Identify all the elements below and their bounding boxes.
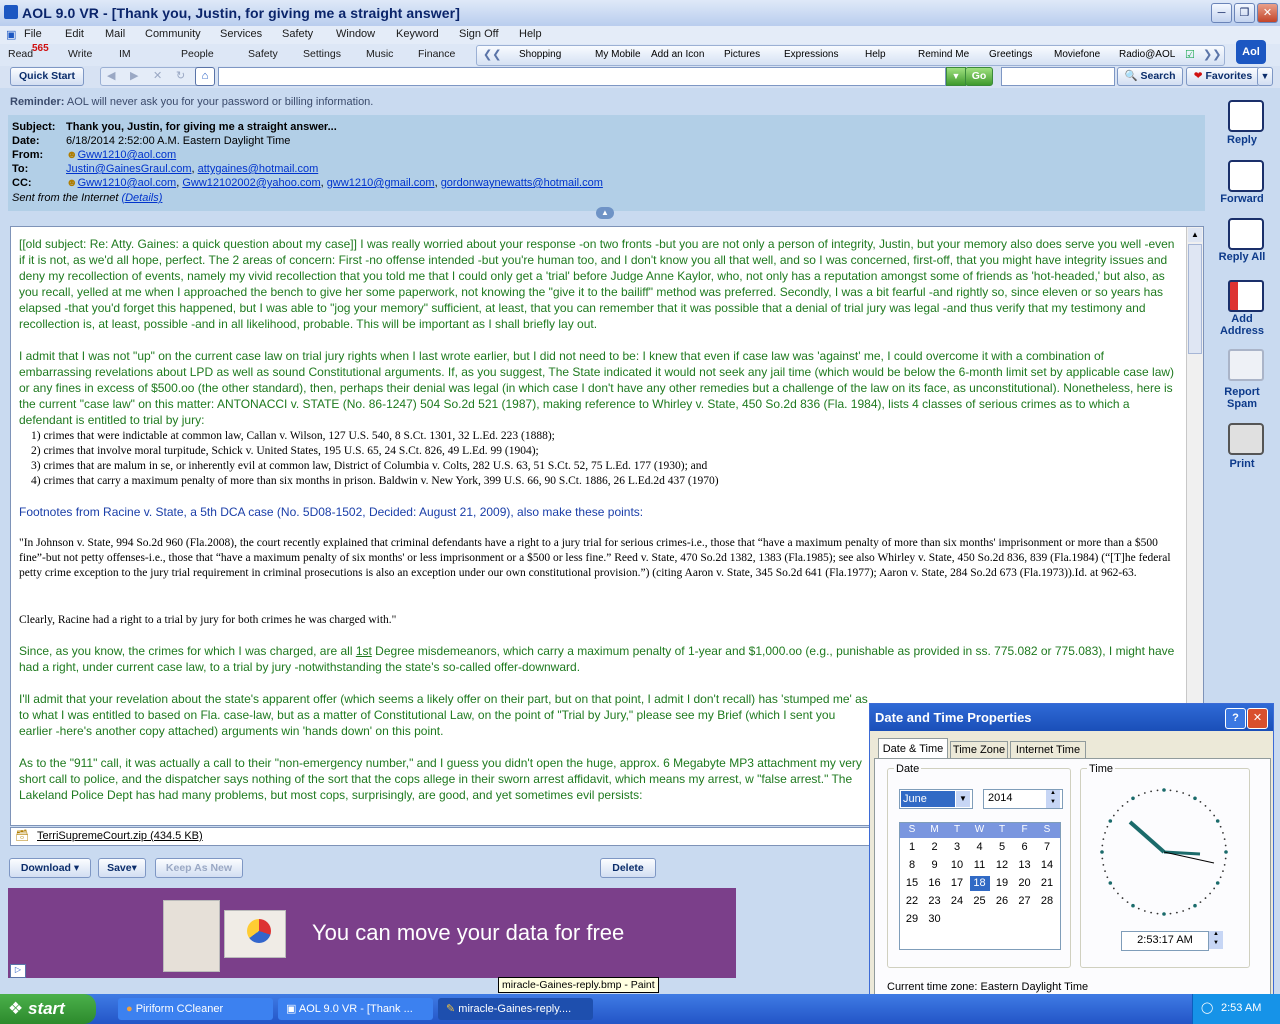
calendar-day[interactable]: 28 [1040, 895, 1054, 907]
cc-link-2[interactable]: Gww12102002@yahoo.com [182, 177, 321, 189]
address-row [0, 66, 1280, 88]
nav-remind-me[interactable]: Remind Me [918, 49, 970, 60]
printer-icon[interactable] [1228, 423, 1264, 455]
clock-tick [1216, 819, 1220, 823]
calendar-day[interactable]: 16 [928, 877, 941, 889]
cc-link-4[interactable]: gordonwaynewatts@hotmail.com [440, 177, 603, 189]
ad-banner[interactable] [8, 888, 736, 978]
menu-sign-off[interactable]: Sign Off [459, 28, 499, 40]
delete-button[interactable]: Delete [600, 858, 656, 878]
weekday-label: M [930, 824, 939, 835]
quick-start-button[interactable]: Quick Start [10, 67, 84, 86]
clock-tick [1205, 897, 1207, 899]
from-label: From: [12, 149, 44, 161]
cc-label: CC: [12, 177, 32, 189]
aol-logo: Aol [1236, 40, 1266, 64]
stop-icon[interactable]: ✕ [153, 70, 163, 82]
time-group-label: Time [1089, 763, 1114, 775]
weekday-label: W [974, 824, 985, 835]
start-label: start [27, 999, 65, 1018]
clock-tick [1162, 788, 1166, 792]
clock-tick [1162, 912, 1166, 916]
task-label: AOL 9.0 VR - [Thank ... [298, 1003, 413, 1015]
clock-tick [1225, 858, 1227, 860]
system-tray [1192, 994, 1280, 1024]
date-label: Date: [12, 135, 40, 147]
clock-tick [1220, 826, 1222, 828]
back-icon[interactable]: ◀ [107, 70, 116, 82]
clock-tick [1209, 810, 1211, 812]
toolbar-people[interactable]: People [181, 48, 214, 60]
calendar-day[interactable]: 30 [928, 913, 941, 925]
cc-link-1[interactable]: Gww1210@aol.com [77, 177, 177, 189]
save-button[interactable]: Save▾ [98, 858, 146, 878]
clock-tick [1170, 913, 1172, 915]
add-address-button[interactable]: Add Address [1219, 313, 1265, 337]
list-item: 3) crimes that are malum in se, or inherently evil at common law, District of Columbia v. Colts, 282 U.S. 63, 51 S.Ct. 52, 75 L.Ed. 177 (1930); and [31, 460, 708, 472]
calendar-day[interactable]: 22 [905, 895, 919, 907]
body-paragraph-4: I'll admit that your revelation about the state's apparent offer (which seems a likely offer on their part, but on that point, I admit I don't recall) has 'stumped me' as to what I was entitled to based on Fla. case-law, but as a matter of Constitutional Law, on the point of "Trial by Jury," please see my Brief (which I sent you earlier -here's another copy attached) arguments win 'hands down' on this point. [19, 692, 868, 738]
forward-button[interactable]: Forward [1220, 193, 1264, 205]
calendar-day[interactable]: 25 [973, 895, 986, 907]
quote-paragraph-1: "In Johnson v. State, 994 So.2d 960 (Fla.2008), the court recently explained that criminal defendants have a right to a jury trial for serious crimes-i.e., those that “have a maximum penalty of more than six months' imprisonment or more than a $500 fine”-but not petty offenses-i.e., those that “have a maximum penalty of six months' or less imprisonment or a $500 or less fine.” Reed v. State, 470 So.2d 1382, 1383 (Fla.1985); see also Whirley v. State, 450 So.2d 836, 839 (Fla.1984) (“[T]he federal petty crime exception to the jury trial requirement in criminal prosecutions is also an exception under our own constitutional provision.”) (citing Aaron v. State, 345 So.2d 641 (Fla.1977); Aaron v. State, 284 So.2d 673 (Fla.1973)).Id. at 962-63. [19, 537, 1171, 579]
clock-tick [1144, 792, 1146, 794]
p3-text-a: Since, as you know, the crimes for which I was charged, are all [19, 644, 356, 658]
clock-tick [1117, 810, 1119, 812]
clock-tick [1104, 832, 1106, 834]
year-up-icon[interactable]: ▲ [1046, 790, 1060, 799]
maximize-button[interactable]: ❐ [1234, 3, 1255, 23]
help-icon[interactable]: ? [1225, 708, 1246, 729]
reminder-text: AOL will never ask you for your password or billing information. [66, 96, 374, 108]
weekday-label: T [998, 824, 1006, 835]
time-up-icon[interactable]: ▲ [1209, 931, 1223, 940]
nav-expressions[interactable]: Expressions [784, 49, 839, 60]
go-button[interactable]: Go [965, 67, 993, 86]
year-stepper[interactable] [983, 789, 1063, 809]
nav-help[interactable]: Help [865, 49, 886, 60]
contact-icon: ☻ [66, 177, 78, 189]
forward-icon[interactable] [1228, 160, 1264, 192]
task-label: Piriform CCleaner [135, 1003, 224, 1015]
weekday-label: S [1043, 824, 1051, 835]
tray-icon[interactable]: ◯ [1201, 1002, 1214, 1014]
calendar-day[interactable]: 18 [970, 876, 990, 891]
clock-tick [1101, 858, 1103, 860]
to-link-2[interactable]: attygaines@hotmail.com [197, 163, 319, 175]
paint-icon: ✎ [446, 1003, 456, 1015]
clock-tick [1138, 908, 1140, 910]
read-badge: 565 [32, 43, 49, 54]
refresh-icon[interactable]: ↻ [176, 70, 186, 82]
p3-underline: 1st [355, 644, 372, 658]
weekday-row [900, 823, 1060, 838]
clock-tick [1222, 832, 1224, 834]
nav-moviefone[interactable]: Moviefone [1054, 49, 1101, 60]
toolbar-settings[interactable]: Settings [303, 48, 341, 60]
clock-tick [1224, 864, 1226, 866]
clock-tick [1102, 864, 1104, 866]
menu-safety[interactable]: Safety [282, 28, 314, 40]
reminder-label: Reminder: [10, 96, 65, 108]
clock: 2:53 AM [1221, 1002, 1262, 1014]
menu-community[interactable]: Community [145, 28, 201, 40]
calendar-grid [899, 822, 1061, 950]
clock-tick [1193, 797, 1197, 801]
clock-tick [1150, 790, 1152, 792]
chevron-down-icon[interactable]: ▼ [956, 791, 970, 807]
clock-tick [1176, 790, 1178, 792]
dialog-title: Date and Time Properties [875, 710, 1032, 725]
month-select[interactable] [899, 789, 973, 809]
ad-choices-icon[interactable]: ▷ [10, 964, 26, 978]
date-time-dialog [869, 703, 1274, 1000]
home-icon[interactable]: ⌂ [195, 67, 215, 86]
calendar-day[interactable]: 10 [950, 859, 964, 871]
menu-bar [0, 26, 1280, 44]
date-value: 6/18/2014 2:52:00 A.M. Eastern Daylight Time [66, 135, 291, 147]
search-button-label: Search [1140, 70, 1176, 82]
clock-tick [1188, 794, 1190, 796]
report-spam-icon[interactable] [1228, 349, 1264, 381]
computer-tower-image [163, 900, 220, 972]
clock-tick [1224, 850, 1228, 854]
date-group-label: Date [896, 763, 920, 775]
aol-icon: ▣ [286, 1003, 297, 1015]
calendar-day[interactable]: 1 [908, 841, 916, 853]
clock-tick [1122, 897, 1124, 899]
calendar-day[interactable]: 9 [931, 859, 938, 871]
toolbar-write[interactable]: Write [68, 48, 93, 60]
calendar-day[interactable]: 23 [928, 895, 941, 907]
search-input[interactable] [1001, 67, 1115, 86]
task-ccleaner[interactable] [118, 998, 273, 1020]
calendar-day[interactable]: 29 [905, 913, 919, 925]
to-link-1[interactable]: Justin@GainesGraul.com [66, 163, 192, 175]
clock-tick [1224, 838, 1226, 840]
month-value: June [901, 791, 955, 807]
nav-radio[interactable]: Radio@AOL [1119, 49, 1176, 60]
task-paint[interactable] [438, 998, 593, 1020]
nav-strip [476, 45, 1225, 66]
print-button[interactable]: Print [1229, 458, 1255, 470]
toolbar-finance[interactable]: Finance [418, 48, 456, 60]
year-down-icon[interactable]: ▼ [1046, 799, 1060, 808]
clock-tick [1100, 850, 1104, 854]
body-paragraph-2: I admit that I was not "up" on the current case law on trial jury rights when I last wrote earlier, but I did not need to be: I knew that even if case law was 'against' me, I could overcome it with a combination of embarrassing revelations about LPD as well as sound Constitutional arguments. If, as you suggest, The State indicated it would not seek any jail time (which would be below the 6-month limit set by applicable case law) or any fines in excess of $500.oo (the other standard), then, perhaps their denial was legal (in which case I don't have any other remedies but a challenge of the law on its face, as unconstitutional). Nonetheless, here is the current "case law" on this matter: ANTONACCI v. STATE (No. 86-1247) 504 So.2d 521 (1987), making reference to Whirley v. State, 450 So.2d 836 (Fla. 1984), lists 4 classes of serious crimes as to which a defendant is entitled to trial by jury: [19, 349, 1175, 427]
tab-internet-time[interactable]: Internet Time [1010, 741, 1086, 760]
check-icon[interactable]: ☑ [1185, 49, 1195, 61]
window-title: AOL 9.0 VR - [Thank you, Justin, for giving me a straight answer] [22, 5, 460, 21]
close-button[interactable]: ✕ [1257, 3, 1278, 23]
clock-tick [1188, 908, 1190, 910]
reply-button[interactable]: Reply [1227, 134, 1257, 146]
calendar-day[interactable]: 14 [1040, 859, 1054, 871]
clock-tick [1193, 904, 1197, 908]
nav-shopping[interactable]: Shopping [519, 49, 562, 60]
clock-tick [1106, 826, 1108, 828]
task-aol[interactable] [278, 998, 433, 1020]
task-label: miracle-Gaines-reply.... [458, 1003, 572, 1015]
list-item: 2) crimes that involve moral turpitude, Schick v. United States, 195 U.S. 65, 24 S.Ct. 826, 49 L.Ed. 99 (1904); [31, 445, 539, 457]
nav-add-icon[interactable]: Add an Icon [651, 49, 705, 60]
clock-tick [1144, 910, 1146, 912]
clock-tick [1200, 801, 1202, 803]
pie-chart-icon [247, 919, 271, 943]
contact-icon: ☻ [66, 149, 78, 161]
subject-label: Subject: [12, 121, 56, 133]
address-dropdown-icon[interactable]: ▼ [946, 67, 966, 86]
hour-hand [1130, 822, 1164, 852]
attachment-bar [10, 827, 872, 846]
body-paragraph-5: As to the "911" call, it was actually a call to their "non-emergency number," and I guess you didn't open the huge, approx. 6 Megabyte MP3 attachment my very short call to police, and the dispatcher says nothing of the sort that the cops allege in their sworn arrest affidavit, which means my arrest, w "false arrest." The Lakeland Police Dept has had many problems, but most cops, surprisingly, are good, and yet sometimes evil persists: [19, 756, 862, 802]
nav-greetings[interactable]: Greetings [989, 49, 1033, 60]
sent-from-text: Sent from the Internet [12, 192, 119, 204]
windows-logo-icon: ❖ [8, 999, 24, 1018]
clock-tick [1225, 845, 1227, 847]
clock-tick [1205, 805, 1207, 807]
reply-all-icon[interactable] [1228, 218, 1264, 250]
time-input[interactable] [1121, 931, 1209, 951]
clock-tick [1106, 876, 1108, 878]
aol-app-icon [4, 5, 18, 19]
favorites-dropdown-icon[interactable]: ▼ [1257, 67, 1273, 86]
calendar-day[interactable]: 2 [931, 841, 938, 853]
clock-tick [1122, 805, 1124, 807]
reply-icon[interactable] [1228, 100, 1264, 132]
day-grid [900, 840, 1060, 948]
address-input[interactable] [218, 67, 946, 86]
search-button[interactable] [1117, 67, 1183, 86]
clock-tick [1182, 792, 1184, 794]
clock-tick [1127, 801, 1129, 803]
forward-icon[interactable]: ▶ [130, 70, 139, 82]
timezone-text: Current time zone: Eastern Daylight Time [887, 981, 1089, 993]
clock-tick [1131, 904, 1135, 908]
quote-paragraph-2: Clearly, Racine had a right to a trial by jury for both crimes he was charged with." [19, 614, 397, 626]
calendar-day[interactable]: 26 [995, 895, 1009, 907]
menu-mail[interactable]: Mail [105, 28, 126, 40]
details-link[interactable]: (Details) [121, 192, 163, 204]
calendar-day[interactable]: 15 [905, 877, 919, 889]
year-value: 2014 [988, 792, 1013, 804]
calendar-day[interactable]: 17 [950, 877, 964, 889]
toolbar-im[interactable]: IM [119, 48, 131, 60]
clock-tick [1101, 845, 1103, 847]
subject-value: Thank you, Justin, for giving me a straight answer... [66, 121, 337, 133]
clock-tick [1176, 912, 1178, 914]
calendar-day[interactable]: 20 [1018, 877, 1031, 889]
menu-keyword[interactable]: Keyword [396, 28, 439, 40]
calendar-day[interactable]: 11 [973, 859, 986, 871]
clock-tick [1220, 876, 1222, 878]
menu-window[interactable]: Window [336, 28, 376, 40]
minimize-button[interactable]: ─ [1211, 3, 1232, 23]
calendar-day[interactable]: 27 [1018, 895, 1031, 907]
calendar-day[interactable]: 13 [1018, 859, 1031, 871]
title-bar [0, 0, 1280, 27]
address-book-icon[interactable] [1228, 280, 1264, 312]
calendar-day[interactable]: 21 [1040, 877, 1054, 889]
nav-pictures[interactable]: Pictures [724, 49, 761, 60]
time-value: 2:53:17 AM [1137, 934, 1193, 946]
calendar-day[interactable]: 4 [976, 841, 983, 853]
list-item: 1) crimes that were indictable at common law, Callan v. Wilson, 127 U.S. 540, 8 S.Ct. 1301, 32 L.Ed. 223 (1888); [31, 430, 555, 442]
list-item: 4) crimes that carry a maximum penalty of more than six months in prison. Baldwin v. New York, 399 U.S. 66, 90 S.Ct. 1886, 26 L.Ed.2d 437 (1970) [31, 475, 719, 487]
tab-date-time[interactable]: Date & Time [878, 738, 948, 759]
clock-tick [1117, 893, 1119, 895]
reminder [10, 96, 373, 108]
footnotes-heading: Footnotes from Racine v. State, a 5th DCA case (No. 5D08-1502, Decided: August 21, 2009), also make these points: [19, 505, 644, 519]
clock-tick [1170, 789, 1172, 791]
body-paragraph-1: [[old subject: Re: Atty. Gaines: a quick question about my case]] I was really worried about your response -on two fronts -but you are not only a person of integrity, Justin, but your memory also does serve you well -even if it is not, as we'd all hope, perfect. The 2 areas of concern: First -no offense intended -but you're human too, and I don't know you all that well, and so I was concerned, first-off, that you might have integrity issues and deny my recollection of events, namely my vivid recollection that you told me that I could only get a 'trial' before Judge Anne Kaylor, who, not only has a reputation amongst some of friends as 'hot-headed,' but also, as you recall, yelled at me when I approached the bench to give her some paperwork, not knowing the "give it to the bailiff" method was preferred. Secondly, I was a bit fearful -and rightly so, since eleven or so years has elapsed -that you'd forget this happened, but I was able to "jog your memory" sufficient, at least, that you can remember that it was possible that a denial of trial jury was legal -and thus verify that my testimony and recollection is, at least, possible -and in all likelihood, probable. This will be important as I shall briefly lay out. [19, 237, 1175, 331]
clock-tick [1213, 888, 1215, 890]
clock-tick [1157, 789, 1159, 791]
clock-tick [1109, 881, 1113, 885]
scroll-up-icon[interactable]: ▲ [1188, 228, 1202, 242]
scroll-thumb[interactable] [1188, 244, 1202, 354]
calendar-day[interactable]: 19 [995, 877, 1009, 889]
clock-tick [1200, 901, 1202, 903]
clock-tick [1150, 912, 1152, 914]
toolbar-music[interactable]: Music [366, 48, 394, 60]
taskbar [0, 994, 1280, 1024]
message-header: Subject: Thank you, Justin, for giving me a straight answer... Date: 6/18/2014 2:52:00 A.M. Eastern Daylight Time From: ☻Gww1210@aol.com To: Justin@GainesGraul.com, attygaines@hotmail.com CC: ☻Gww1210@aol.com, Gww12102002@yahoo.com, gww1210@gmail.com, gordonwaynewatts@hotmail.com Sent from the Internet (Details) [8, 115, 1205, 211]
clock-tick [1216, 881, 1220, 885]
analog-clock-icon [1098, 786, 1230, 918]
clock-tick [1131, 797, 1135, 801]
toolbar-read[interactable]: Read [8, 48, 34, 60]
clock-tick [1182, 910, 1184, 912]
body-paragraph-3 [19, 643, 1179, 675]
tab-time-zone[interactable]: Time Zone [950, 741, 1008, 760]
to-label: To: [12, 163, 29, 175]
favorites-button-label: Favorites [1205, 70, 1253, 82]
clock-tick [1209, 893, 1211, 895]
attachment-link[interactable]: TerriSupremeCourt.zip (434.5 KB) [37, 830, 203, 842]
scroll-right-icon[interactable]: ❯❯ [1203, 49, 1222, 61]
menu-services[interactable]: Services [220, 28, 263, 40]
reply-all-button[interactable]: Reply All [1218, 251, 1266, 263]
menu-help[interactable]: Help [519, 28, 542, 40]
clock-tick [1109, 819, 1113, 823]
toolbar-safety[interactable]: Safety [248, 48, 278, 60]
favorites-button[interactable] [1186, 67, 1260, 86]
weekday-label: T [953, 824, 961, 835]
weekday-label: S [908, 824, 916, 835]
clock-tick [1213, 815, 1215, 817]
zip-icon: 🗃 [15, 830, 29, 842]
weekday-label: F [1021, 824, 1028, 835]
clock-tick [1104, 870, 1106, 872]
download-button[interactable]: Download ▾ [9, 858, 91, 878]
collapse-header-icon[interactable]: ▲ [596, 207, 614, 219]
calendar-day[interactable]: 24 [950, 895, 964, 907]
taskbar-tooltip: miracle-Gaines-reply.bmp - Paint [498, 977, 659, 993]
report-spam-button[interactable]: Report Spam [1224, 386, 1260, 410]
calendar-day[interactable]: 7 [1043, 841, 1051, 853]
search-icon: 🔍 [1124, 70, 1138, 82]
dialog-title-bar [870, 704, 1273, 731]
from-link[interactable]: Gww1210@aol.com [77, 149, 177, 161]
time-down-icon[interactable]: ▼ [1209, 940, 1223, 949]
start-button[interactable] [0, 994, 96, 1024]
monitor-image [224, 910, 286, 958]
nav-my-mobile[interactable]: My Mobile [595, 49, 641, 60]
clock-tick [1113, 815, 1115, 817]
cc-link-3[interactable]: gww1210@gmail.com [326, 177, 435, 189]
calendar-day[interactable]: 6 [1021, 841, 1028, 853]
clock-tick [1102, 838, 1104, 840]
calendar-day[interactable]: 8 [908, 859, 916, 871]
menu-edit[interactable]: Edit [65, 28, 84, 40]
menu-app-icon[interactable]: ▣ [6, 29, 17, 41]
clock-tick [1113, 888, 1115, 890]
ccleaner-icon: ● [126, 1003, 133, 1015]
calendar-day[interactable]: 12 [995, 859, 1009, 871]
clock-tick [1127, 901, 1129, 903]
keep-as-new-button[interactable]: Keep As New [155, 858, 243, 878]
heart-icon: ❤ [1193, 70, 1203, 82]
scroll-left-icon[interactable]: ❮❮ [483, 49, 502, 61]
calendar-day[interactable]: 5 [998, 841, 1006, 853]
ad-text: You can move your data for free [312, 920, 625, 945]
p3-text-b: Degree misdemeanors, which carry a maximum penalty of 1-year and $1,000.oo (e.g., punishable as provided in ss. 775.082 or 775.083), I might have had a right, under current case law, to a trial by jury -notwithstanding the state's so-called offer-downward. [19, 644, 1175, 674]
dialog-close-icon[interactable]: ✕ [1247, 708, 1268, 729]
menu-file[interactable]: File [24, 28, 42, 40]
clock-tick [1138, 794, 1140, 796]
calendar-day[interactable]: 3 [953, 841, 961, 853]
clock-tick [1222, 870, 1224, 872]
clock-tick [1157, 913, 1159, 915]
